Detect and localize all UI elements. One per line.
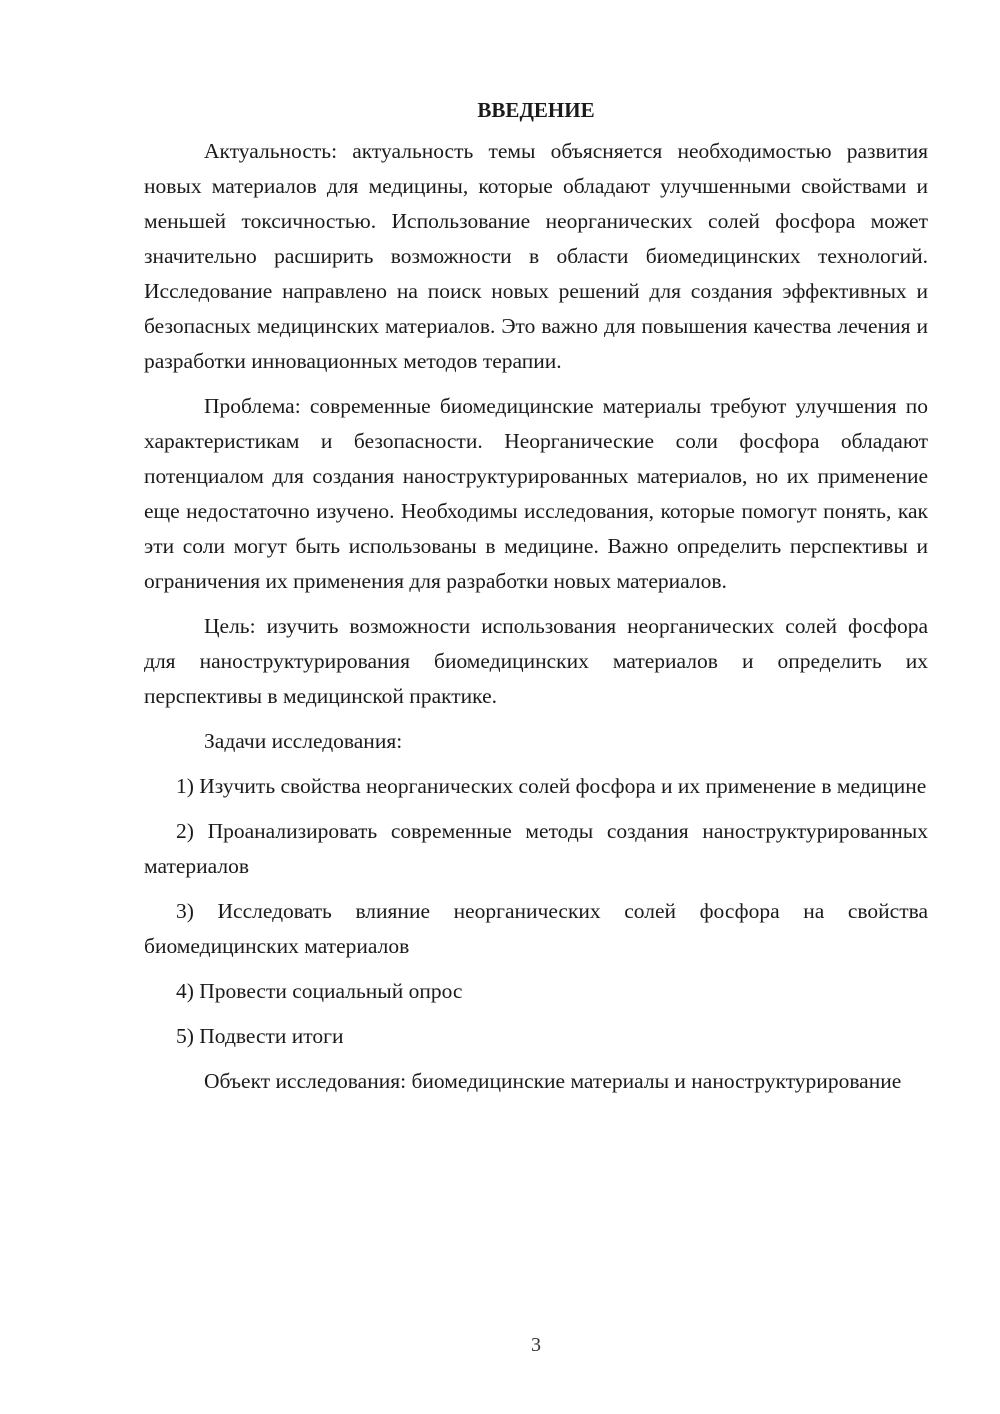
problem-paragraph: Проблема: современные биомедицинские материалы требуют улучшения по характеристикам и безопасности. Неорганические соли фосфора обладают потенциалом для создания наноструктурированных материалов, но их применение еще недостаточно изучено. Необходимы исследования, которые помогут понять, как эти соли могут быть использованы в медицине. Важно определить перспективы и ограничения их применения для разработки новых материалов. [144,394,928,593]
page-number: 3 [531,1334,541,1356]
relevance-paragraph: Актуальность: актуальность темы объясняется необходимостью развития новых материалов для медицины, которые обладают улучшенными свойствами и меньшей токсичностью. Использование неорганических солей фосфора может значительно расширить возможности в области биомедицинских технологий. Исследование направлено на поиск новых решений для создания эффективных и безопасных медицинских материалов. Это важно для повышения качества лечения и разработки инновационных методов терапии. [144,139,928,373]
tasks-title: Задачи исследования: [204,729,403,753]
document-page [144,90,928,1109]
task-item: 2) Проанализировать современные методы создания наноструктурированных материалов [144,819,928,878]
task-item: 1) Изучить свойства неорганических солей фосфора и их применение в медицине [176,774,927,798]
tasks-list [144,769,928,1054]
object-paragraph: Объект исследования: биомедицинские материалы и наноструктурирование [204,1069,902,1093]
task-item: 5) Подвести итоги [176,1024,344,1048]
section-heading: ВВЕДЕНИЕ [477,98,595,122]
task-item: 3) Исследовать влияние неорганических солей фосфора на свойства биомедицинских материалов [144,899,928,958]
goal-paragraph: Цель: изучить возможности использования неорганических солей фосфора для наноструктурирования биомедицинских материалов и определить их перспективы в медицинской практике. [144,614,928,708]
task-item: 4) Провести социальный опрос [176,979,463,1003]
